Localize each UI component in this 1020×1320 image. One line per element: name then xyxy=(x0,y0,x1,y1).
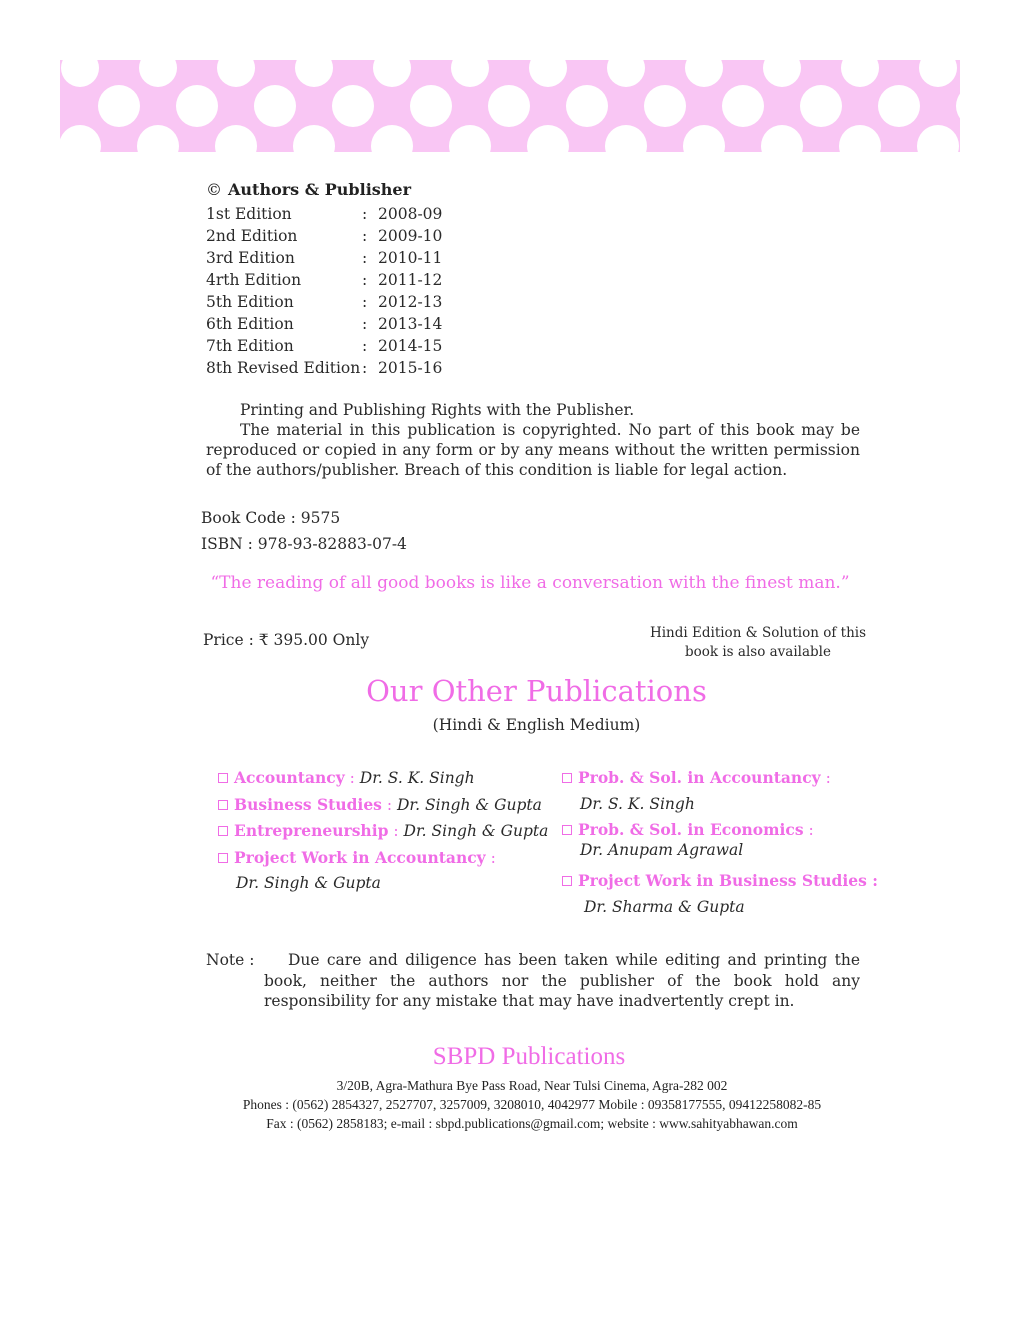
checkbox-icon xyxy=(218,826,228,836)
publisher-phones: Phones : (0562) 2854327, 2527707, 3257009, 3208010, 4042977 Mobile : 09358177555, 09412258082-85 xyxy=(242,1097,822,1112)
polka-dot xyxy=(254,85,296,127)
polka-dot xyxy=(293,125,335,152)
polka-dot xyxy=(410,85,452,127)
edition-row: 4rth Edition : 2011-12 xyxy=(206,271,443,289)
copyright-icon: © xyxy=(206,180,222,199)
polka-dot xyxy=(919,60,957,87)
polka-dot xyxy=(98,85,140,127)
polka-dot xyxy=(763,60,801,87)
publisher-contact: Fax : (0562) 2858183; e-mail : sbpd.publications@gmail.com; website : www.sahityabhawan.com xyxy=(266,1116,798,1131)
publication-item: Accountancy : Dr. S. K. Singh xyxy=(218,765,563,792)
polka-dot xyxy=(295,60,333,87)
note-text: Due care and diligence has been taken while editing and printing the book, neither the authors nor the publisher of the book hold any responsibility for any mistake that may have inadvertently crept in. xyxy=(264,951,860,1010)
book-code: Book Code : 9575 xyxy=(201,509,341,527)
publication-item: Project Work in Business Studies : xyxy=(562,868,882,895)
polka-dot xyxy=(607,60,645,87)
publication-item: Prob. & Sol. in Accountancy : xyxy=(562,765,882,792)
polka-dot xyxy=(371,125,413,152)
rights-notice xyxy=(206,400,860,480)
disclaimer-note xyxy=(206,950,860,1012)
edition-name: 8th Revised Edition xyxy=(206,359,361,377)
publication-item: Project Work in Accountancy : xyxy=(218,845,563,872)
publication-author: Dr. Anupam Agrawal xyxy=(580,841,744,859)
quote: “The reading of all good books is like a conversation with the finest man.” xyxy=(210,573,850,593)
polka-dot xyxy=(137,125,179,152)
polka-dot xyxy=(605,125,647,152)
polka-dot xyxy=(566,85,608,127)
polka-dot xyxy=(839,125,881,152)
hindi-edition-note: Hindi Edition & Solution of this book is also available xyxy=(649,625,867,660)
polka-dot xyxy=(217,60,255,87)
polka-dot xyxy=(139,60,177,87)
edition-name: 2nd Edition xyxy=(206,227,298,245)
edition-row: 8th Revised Edition : 2015-16 xyxy=(206,359,443,377)
publications-subtitle: (Hindi & English Medium) xyxy=(432,716,641,734)
polka-dot xyxy=(956,85,960,127)
checkbox-icon xyxy=(562,773,572,783)
polka-dot xyxy=(644,85,686,127)
polka-dot xyxy=(800,85,842,127)
polka-dot-banner xyxy=(60,60,960,152)
edition-row: 5th Edition : 2012-13 xyxy=(206,293,443,311)
publication-author: Dr. S. K. Singh xyxy=(580,794,695,813)
copyright-line xyxy=(206,180,411,199)
checkbox-icon xyxy=(562,876,572,886)
edition-year: 2010-11 xyxy=(378,249,443,267)
price: Price : ₹ 395.00 Only xyxy=(203,631,370,649)
polka-dot xyxy=(488,85,530,127)
publication-item: Prob. & Sol. in Economics : xyxy=(562,820,882,840)
edition-row: 2nd Edition : 2009-10 xyxy=(206,227,443,245)
edition-name: 6th Edition xyxy=(206,315,294,333)
polka-dot xyxy=(451,60,489,87)
polka-dot xyxy=(761,125,803,152)
edition-year: 2011-12 xyxy=(378,271,443,289)
polka-dot xyxy=(527,125,569,152)
editions-list xyxy=(206,203,442,379)
polka-dot xyxy=(176,85,218,127)
checkbox-icon xyxy=(218,773,228,783)
edition-row: 7th Edition : 2014-15 xyxy=(206,337,443,355)
edition-row: 3rd Edition : 2010-11 xyxy=(206,249,443,267)
publications-title: Our Other Publications xyxy=(366,674,707,708)
edition-year: 2015-16 xyxy=(378,359,443,377)
polka-dot xyxy=(878,85,920,127)
polka-dot xyxy=(60,125,101,152)
publisher-address: 3/20B, Agra-Mathura Bye Pass Road, Near Tulsi Cinema, Agra-282 002 xyxy=(336,1078,728,1093)
note-label: Note : xyxy=(206,951,255,969)
edition-year: 2014-15 xyxy=(378,337,443,355)
checkbox-icon xyxy=(218,853,228,863)
rights-line: Printing and Publishing Rights with the Publisher. xyxy=(240,401,635,419)
publication-author: Dr. Singh & Gupta xyxy=(236,874,381,892)
publisher-name: SBPD Publications xyxy=(432,1043,626,1070)
publication-author: Dr. Sharma & Gupta xyxy=(584,897,745,916)
publications-left-column xyxy=(218,765,563,897)
polka-dot xyxy=(683,125,725,152)
publication-item: Entrepreneurship : Dr. Singh & Gupta xyxy=(218,818,563,845)
polka-dot xyxy=(449,125,491,152)
edition-row: 1st Edition : 2008-09 xyxy=(206,205,443,223)
polka-dot xyxy=(722,85,764,127)
copyright-paragraph: The material in this publication is copyrighted. No part of this book may be reproduced or copied in any form or by any means without the written permission of the authors/publisher. Breach of this condition is liable for legal action. xyxy=(206,421,860,479)
edition-row: 6th Edition : 2013-14 xyxy=(206,315,443,333)
polka-dot xyxy=(529,60,567,87)
copyright-text: Authors & Publisher xyxy=(228,180,412,199)
edition-year: 2009-10 xyxy=(378,227,443,245)
polka-dot xyxy=(215,125,257,152)
polka-dot-pattern xyxy=(60,60,960,152)
edition-name: 7th Edition xyxy=(206,337,294,355)
edition-name: 3rd Edition xyxy=(206,249,295,267)
edition-year: 2013-14 xyxy=(378,315,443,333)
checkbox-icon xyxy=(218,800,228,810)
edition-year: 2012-13 xyxy=(378,293,443,311)
publication-item: Business Studies : Dr. Singh & Gupta xyxy=(218,792,563,819)
edition-name: 5th Edition xyxy=(206,293,294,311)
polka-dot xyxy=(685,60,723,87)
polka-dot xyxy=(332,85,374,127)
publications-right-column xyxy=(562,765,882,920)
isbn: ISBN : 978-93-82883-07-4 xyxy=(201,535,407,553)
edition-name: 4rth Edition xyxy=(206,271,302,289)
edition-year: 2008-09 xyxy=(378,205,443,223)
edition-name: 1st Edition xyxy=(206,205,292,223)
polka-dot xyxy=(373,60,411,87)
checkbox-icon xyxy=(562,825,572,835)
polka-dot xyxy=(61,60,99,87)
polka-dot xyxy=(841,60,879,87)
polka-dot xyxy=(917,125,959,152)
